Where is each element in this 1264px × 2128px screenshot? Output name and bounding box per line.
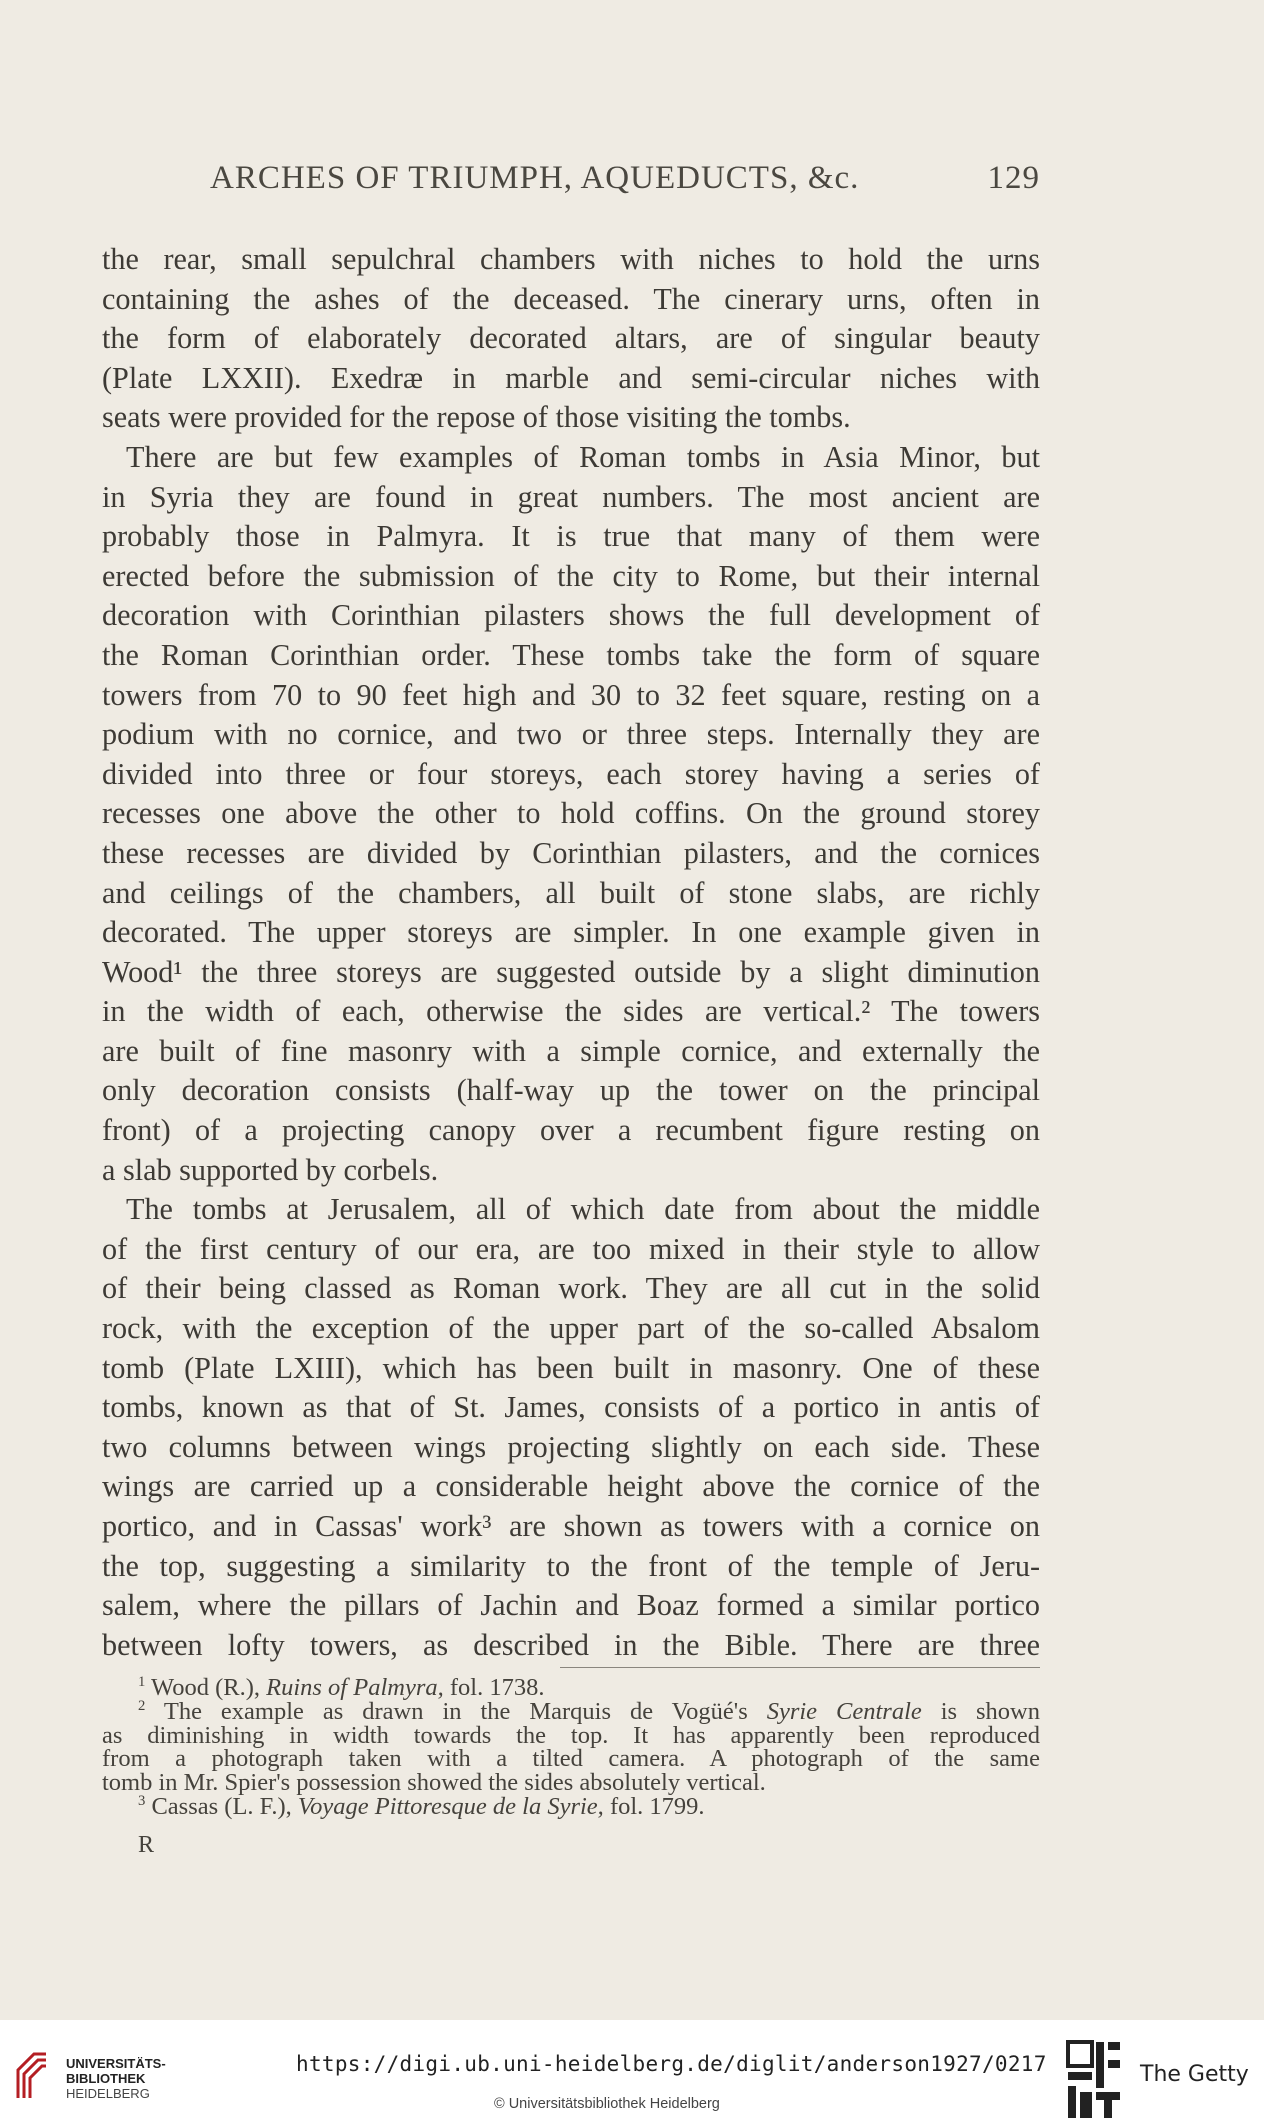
running-head-title: ARCHES OF TRIUMPH, AQUEDUCTS, &c. [210, 160, 860, 196]
text-line: The tombs at Jerusalem, all of which date from about the middle [126, 1192, 1040, 1227]
footnotes [102, 1673, 1040, 1820]
text-line: portico, and in Cassas' work³ are shown as towers with a cornice on [102, 1509, 1040, 1543]
text-line: recesses one above the other to hold coffins. On the ground storey [102, 796, 1040, 831]
text-line: (Plate LXXII). Exedræ in marble and semi-circular niches with [102, 360, 1040, 395]
text-line: erected before the submission of the city to Rome, but their internal [102, 558, 1040, 593]
text-line: Wood¹ the three storeys are suggested outside by a slight diminution [102, 954, 1040, 989]
text-line: the form of elaborately decorated altars, are of singular beauty [102, 321, 1040, 356]
footnote-rule [560, 1667, 1040, 1668]
footnote-1: $^1$ Wood (R.), Ruins of Palmyra, fol. 1738. [138, 1673, 545, 1701]
text-line: and ceilings of the chambers, all built of stone slabs, are richly [102, 875, 1040, 910]
footnote-2-line-4: tomb in Mr. Spier's possession showed the sides absolutely vertical. [102, 1769, 766, 1797]
text-line: between lofty towers, as described in the Bible. There are three [102, 1627, 1040, 1662]
text-line: salem, where the pillars of Jachin and Boaz formed a similar portico [102, 1588, 1040, 1623]
text-line: of the first century of our era, are too mixed in their style to allow [102, 1231, 1040, 1266]
text-line: are built of fine masonry with a simple cornice, and externally the [102, 1033, 1040, 1068]
copyright-notice: © Universitätsbibliothek Heidelberg [494, 2096, 720, 2112]
footnote-2: $^2$ The example as drawn in the Marquis de Vogüé's Syrie Centrale is shown [138, 1697, 1040, 1725]
text-line: probably those in Palmyra. It is true that many of them were [102, 519, 1040, 554]
text-line: tomb (Plate LXIII), which has been built in masonry. One of these [102, 1350, 1040, 1385]
text-line: towers from 70 to 90 feet high and 30 to 32 feet square, resting on a [102, 677, 1040, 712]
footnote-2-line-3: from a photograph taken with a tilted camera. A photograph of the same [102, 1745, 1040, 1773]
text-line: of their being classed as Roman work. They are all cut in the solid [102, 1271, 1040, 1306]
text-line: these recesses are divided by Corinthian pilasters, and the cornices [102, 835, 1040, 870]
text-line: front) of a projecting canopy over a recumbent figure resting on [102, 1113, 1040, 1148]
signature-mark: R [138, 1832, 155, 1858]
text-line: wings are carried up a considerable height above the cornice of the [102, 1469, 1040, 1504]
footnote-2-line-2: as diminishing in width towards the top. It has apparently been reproduced [102, 1721, 1040, 1749]
text-line: decorated. The upper storeys are simpler. In one example given in [102, 915, 1040, 950]
text-line: the rear, small sepulchral chambers with niches to hold the urns [102, 242, 1040, 276]
permalink-url[interactable]: https://digi.ub.uni-heidelberg.de/diglit/anderson1927/0217 [296, 2052, 1047, 2076]
text-line: divided into three or four storeys, each storey having a series of [102, 756, 1040, 791]
text-line: podium with no cornice, and two or three steps. Internally they are [102, 717, 1040, 752]
getty-logo-icon[interactable] [1066, 2040, 1122, 2120]
text-line: the top, suggesting a similarity to the front of the temple of Jeru- [102, 1548, 1040, 1583]
text-line: tombs, known as that of St. James, consists of a portico in antis of [102, 1390, 1040, 1425]
text-line: in Syria they are found in great numbers. The most ancient are [102, 479, 1040, 514]
getty-label: The Getty [1140, 2062, 1249, 2087]
text-line: seats were provided for the repose of those visiting the tombs. [102, 400, 851, 435]
text-line: two columns between wings projecting slightly on each side. These [102, 1429, 1040, 1464]
page-number: 129 [987, 160, 1040, 196]
text-line: containing the ashes of the deceased. The cinerary urns, often in [102, 281, 1040, 316]
text-line: rock, with the exception of the upper part of the so-called Absalom [102, 1311, 1040, 1346]
text-line: There are but few examples of Roman tombs in Asia Minor, but [126, 439, 1040, 474]
text-line: a slab supported by corbels. [102, 1152, 439, 1187]
body-text [102, 240, 1040, 1665]
text-line: in the width of each, otherwise the sides are vertical.² The towers [102, 994, 1040, 1029]
text-line: decoration with Corinthian pilasters shows the full development of [102, 598, 1040, 633]
ub-heidelberg-logo-icon[interactable] [12, 2048, 52, 2104]
library-name: UNIVERSITÄTS- BIBLIOTHEK HEIDELBERG [66, 2056, 166, 2101]
footer-bar [0, 2020, 1264, 2128]
text-line: the Roman Corinthian order. These tombs take the form of square [102, 637, 1040, 672]
footnote-3: $^3$ Cassas (L. F.), Voyage Pittoresque de la Syrie, fol. 1799. [138, 1792, 705, 1820]
text-line: only decoration consists (half-way up the tower on the principal [102, 1073, 1040, 1108]
